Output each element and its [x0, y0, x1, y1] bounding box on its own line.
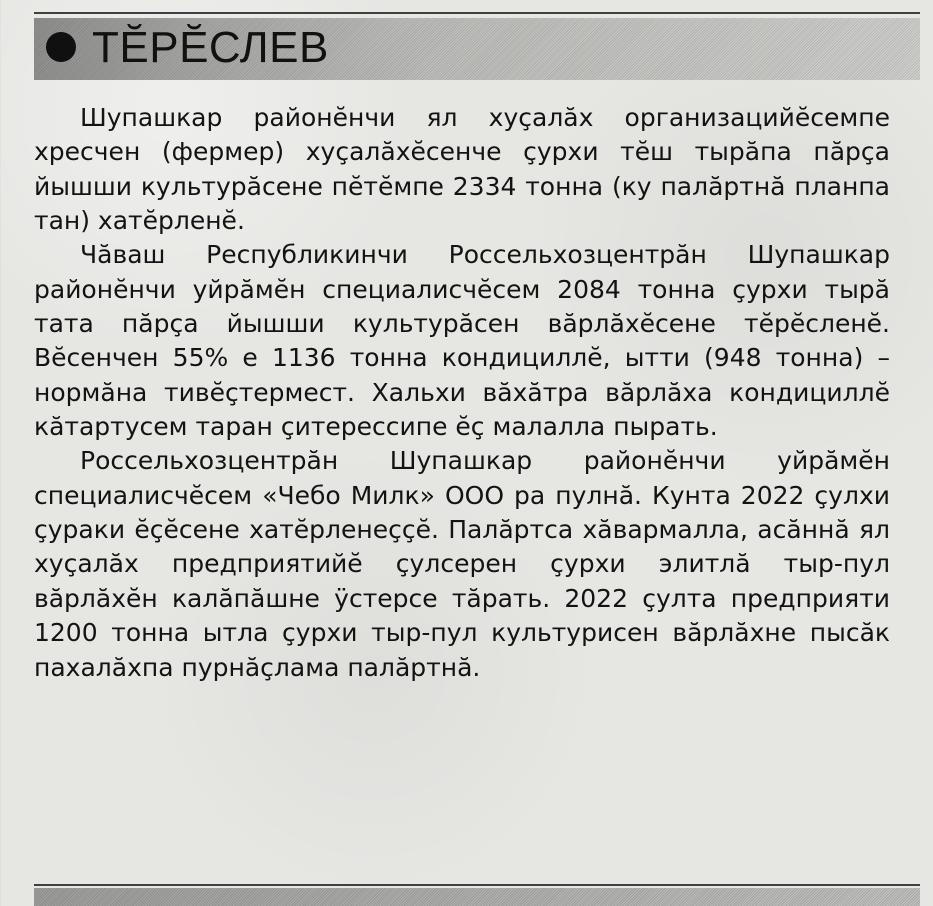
bottom-divider: [34, 884, 920, 886]
article-body: [34, 101, 890, 872]
article-paragraph-3: Россельхозцентрăн Шупашкар районĕнчи уйрăмĕн специалисчĕсем «Чебо Милк» ООО ра пулнă. Кунта 2022 çулхи çураки ĕçĕсене хатĕрленеççĕ. Палăртса хăвармалла, асăннă ял хуçалăх предприятийĕ çулсерен çурхи элитлă тыр-пул вăрлăхĕн калăпăшне ÿстерсе тăрать. 2022 çулта предприяти 1200 тонна ытла çурхи тыр-пул культурисен вăрлăхне пысăк пахалăхпа пурнăçлама палăртнă.: [34, 446, 890, 682]
article-paragraph-1: Шупашкар районĕнчи ял хуçалăх организацийĕсемпе хресчен (фермер) хуçалăхĕсенче çурхи тĕш тырăпа пăрçа йышши культурăсене пĕтĕмпе 2334 тонна (ку палăртнă планпа тан) хатĕрленĕ.: [34, 103, 890, 236]
bullet-icon: [46, 32, 76, 62]
section-title: ТĔРĔСЛЕВ: [92, 23, 329, 72]
article-paragraph-2: Чăваш Республикинчи Россельхозцентрăн Шупашкар районĕнчи уйрăмĕн специалисчĕсем 2084 тонна çурхи тырă тата пăрçа йышши культурăсен вăрлăхĕсене тĕрĕсленĕ. Вĕсенчен 55% е 1136 тонна кондициллĕ, ытти (948 тонна) – нормăна тивĕçтермест. Хальхи вăхăтра вăрлăха кондициллĕ кăтартусем таран çитерессипе ĕç малалла пырать.: [34, 240, 890, 442]
bottom-shaded-band: [34, 888, 920, 906]
top-divider: [34, 12, 920, 14]
section-header: [34, 18, 920, 80]
